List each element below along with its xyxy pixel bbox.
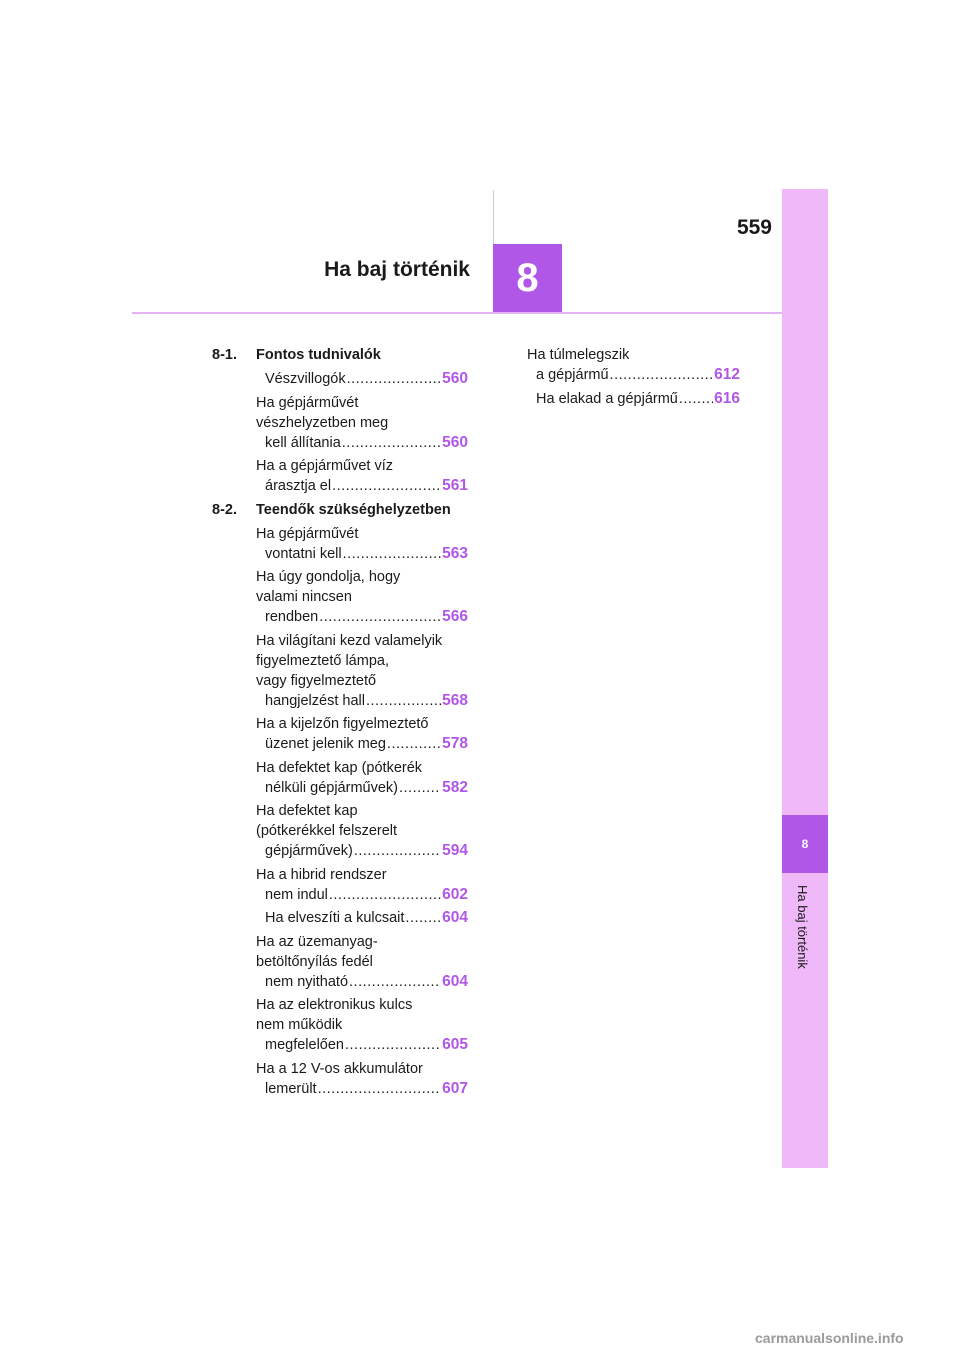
toc-page-link[interactable]: 568	[442, 691, 468, 709]
toc-entry-text: rendben	[265, 609, 319, 625]
side-chapter-tab[interactable]	[782, 815, 828, 873]
toc-entry-line	[256, 587, 468, 607]
toc-entry-line	[256, 456, 468, 476]
toc-entry[interactable]	[256, 456, 468, 496]
toc-entry[interactable]	[256, 908, 468, 928]
toc-section-heading	[212, 345, 468, 365]
toc-right-column	[527, 345, 740, 412]
toc-entry-text: betöltőnyílás fedél	[256, 953, 373, 970]
dot-leader	[387, 734, 441, 754]
toc-entry-line	[265, 369, 468, 389]
toc-entry-text: Ha a hibrid rendszer	[256, 866, 387, 883]
toc-entry-line	[256, 1015, 468, 1035]
toc-entry[interactable]	[527, 389, 740, 409]
toc-entry-line	[265, 972, 468, 992]
toc-entry[interactable]	[256, 524, 468, 564]
toc-entry-text: nélküli gépjárművek)	[265, 779, 398, 796]
toc-entry-text: Ha az üzemanyag-	[256, 933, 378, 950]
toc-entry-line	[256, 671, 468, 691]
toc-entry-text: Ha gépjárművét	[256, 525, 359, 542]
toc-entry-line	[265, 476, 468, 496]
toc-entry-line	[265, 433, 468, 453]
dot-leader	[318, 1079, 442, 1099]
toc-entry-line	[265, 908, 468, 928]
toc-entry-list	[212, 524, 468, 1099]
dot-leader	[366, 691, 441, 711]
toc-entry-text: nem nyitható	[265, 973, 349, 990]
chapter-number: 8	[516, 256, 539, 300]
chapter-number-box	[493, 244, 562, 313]
toc-entry-line	[256, 821, 468, 841]
watermark-text: carmanualsonline.info	[755, 1330, 904, 1346]
side-tab-label: Ha baj történik	[795, 885, 810, 969]
toc-entry-line	[256, 932, 468, 952]
toc-entry-line	[256, 952, 468, 972]
toc-entry-line	[265, 691, 468, 711]
header-divider	[493, 190, 494, 244]
dot-leader	[332, 476, 441, 496]
toc-entry[interactable]	[256, 801, 468, 861]
toc-entry-text: nem működik	[256, 1017, 343, 1033]
dot-leader	[349, 972, 441, 992]
toc-entry-text: Ha defektet kap (pótkerék	[256, 759, 423, 776]
section-number: 8-2.	[212, 501, 237, 518]
toc-entry-text: gépjárművek)	[265, 843, 353, 859]
toc-entry-text: vontatni kell	[265, 545, 342, 562]
toc-entry-text: Ha defektet kap	[256, 803, 358, 819]
toc-entry-line	[256, 995, 468, 1015]
toc-entry-text: a gépjármű	[536, 367, 609, 383]
toc-entry-text: Ha úgy gondolja, hogy	[256, 569, 401, 585]
toc-entry-line	[527, 345, 740, 365]
toc-entry-text: figyelmeztető lámpa,	[256, 652, 389, 669]
toc-entry[interactable]	[256, 1059, 468, 1099]
toc-entry-line	[256, 1059, 468, 1079]
toc-entry-line	[536, 389, 740, 409]
toc-entry[interactable]	[256, 714, 468, 754]
toc-entry-text: Ha gépjárművét	[256, 394, 359, 411]
toc-page-link[interactable]: 612	[714, 366, 740, 383]
toc-entry-line	[265, 841, 468, 861]
toc-entry-line	[256, 413, 468, 433]
toc-entry[interactable]	[256, 865, 468, 905]
toc-entry-line	[265, 1035, 468, 1055]
toc-page-link[interactable]: 607	[442, 1079, 468, 1097]
dot-leader	[679, 389, 713, 409]
toc-page-link[interactable]: 616	[714, 389, 740, 407]
toc-entry-text: Ha a 12 V-os akkumulátor	[256, 1060, 423, 1077]
toc-entry-text: vészhelyzetben meg	[256, 414, 389, 431]
toc-entry-text: Ha elveszíti a kulcsait	[265, 910, 405, 926]
toc-entry[interactable]	[527, 345, 740, 385]
toc-entry-line	[256, 524, 468, 544]
toc-page-link[interactable]: 560	[442, 370, 468, 387]
toc-page-link[interactable]: 561	[442, 477, 468, 494]
toc-entry-line	[256, 801, 468, 821]
toc-entry-line	[265, 607, 468, 627]
toc-entry-line	[265, 1079, 468, 1099]
toc-page-link[interactable]: 566	[442, 608, 468, 625]
toc-entry-text: Ha a kijelzőn figyelmeztető	[256, 716, 429, 732]
toc-entry-text: Ha az elektronikus kulcs	[256, 997, 413, 1013]
toc-entry-text: kell állítania	[265, 434, 341, 451]
dot-leader	[342, 433, 441, 453]
section-title: Teendők szükséghelyzetben	[256, 501, 451, 518]
toc-entry-line	[256, 393, 468, 413]
dot-leader	[345, 1035, 441, 1055]
toc-page-link[interactable]: 582	[442, 778, 468, 796]
toc-entry[interactable]	[256, 995, 468, 1055]
dot-leader	[329, 885, 441, 905]
section-title: Fontos tudnivalók	[256, 347, 381, 363]
dot-leader	[610, 365, 714, 385]
toc-entry-text: Vészvillogók	[265, 371, 346, 387]
toc-page-link[interactable]: 605	[442, 1036, 468, 1053]
toc-entry-text: (pótkerékkel felszerelt	[256, 823, 398, 839]
toc-page-link[interactable]: 578	[442, 735, 468, 752]
toc-entry-text: Ha a gépjárművet víz	[256, 458, 394, 474]
toc-left-column	[212, 345, 468, 1102]
toc-entry-line	[256, 651, 468, 671]
toc-page-link[interactable]: 604	[442, 972, 468, 990]
page-number: 559	[736, 216, 772, 239]
toc-entry-text: megfelelően	[265, 1037, 344, 1053]
toc-page-link[interactable]: 594	[442, 842, 468, 859]
dot-leader	[354, 841, 441, 861]
toc-entry-text: valami nincsen	[256, 589, 352, 605]
header-rule	[132, 312, 782, 314]
toc-entry[interactable]	[256, 932, 468, 992]
toc-page-link[interactable]: 604	[442, 909, 468, 926]
toc-entry-list	[527, 345, 740, 409]
toc-entry-text: nem indul	[265, 886, 328, 903]
toc-page-link[interactable]: 560	[442, 433, 468, 451]
toc-entry-text: vagy figyelmeztető	[256, 672, 377, 689]
toc-entry-text: lemerült	[265, 1080, 317, 1097]
toc-entry-text: üzenet jelenik meg	[265, 736, 386, 752]
toc-entry[interactable]	[256, 758, 468, 798]
chapter-title: Ha baj történik	[324, 258, 470, 281]
toc-page-link[interactable]: 602	[442, 885, 468, 903]
toc-entry[interactable]	[256, 393, 468, 453]
toc-entry-text: Ha világítani kezd valamelyik	[256, 632, 443, 649]
toc-entry-text: Ha elakad a gépjármű	[536, 390, 678, 407]
toc-entry-line	[265, 734, 468, 754]
side-tab-number: 8	[801, 837, 809, 851]
toc-entry-line	[256, 758, 468, 778]
side-index-bar	[782, 189, 828, 1168]
toc-entry-text: Ha túlmelegszik	[527, 347, 630, 363]
toc-entry-text: hangjelzést hall	[265, 692, 365, 709]
toc-entry-line	[256, 714, 468, 734]
section-number: 8-1.	[212, 347, 237, 363]
toc-entry-line	[256, 865, 468, 885]
dot-leader	[405, 908, 441, 928]
dot-leader	[343, 544, 442, 564]
toc-entry[interactable]	[256, 567, 468, 627]
toc-entry-list	[212, 369, 468, 496]
toc-entry-line	[536, 365, 740, 385]
toc-entry-line	[256, 567, 468, 587]
toc-entry-line	[265, 885, 468, 905]
dot-leader	[319, 607, 441, 627]
toc-entry-line	[265, 544, 468, 564]
toc-entry-text: árasztja el	[265, 478, 332, 494]
toc-entry[interactable]	[256, 631, 468, 711]
toc-entry-line	[265, 778, 468, 798]
dot-leader	[347, 369, 442, 389]
toc-page-link[interactable]: 563	[442, 544, 468, 562]
toc-entry[interactable]	[256, 369, 468, 389]
dot-leader	[399, 778, 441, 798]
toc-entry-line	[256, 631, 468, 651]
toc-section-heading	[212, 500, 468, 520]
